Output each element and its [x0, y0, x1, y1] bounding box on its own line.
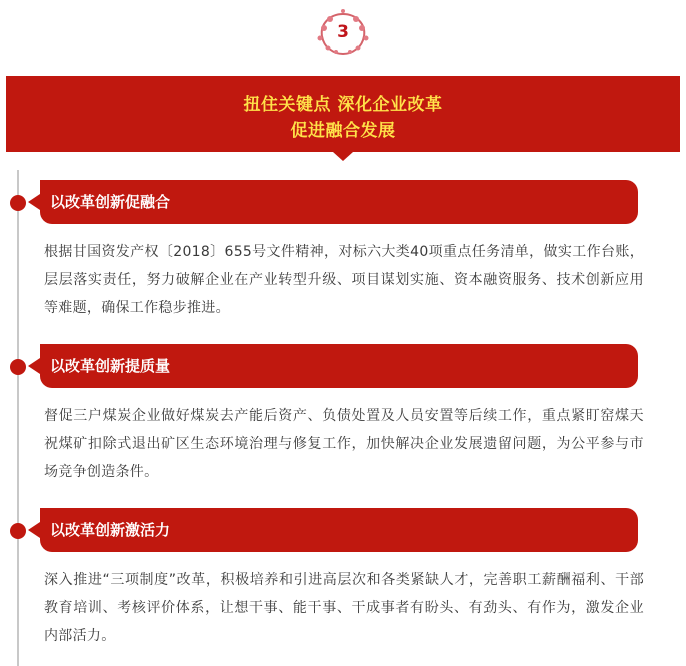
header-arrow: [28, 194, 40, 210]
timeline-dot: [10, 523, 26, 539]
banner-title-line2: 促进融合发展: [290, 121, 396, 141]
banner-title-line1: 扭住关键点 深化企业改革: [243, 95, 443, 115]
section-paragraph: 根据甘国资发产权〔2018〕655号文件精神，对标六大类40项重点任务清单，做实工作台账，层层落实责任，努力破解企业在产业转型升级、项目谋划实施、资本融资服务、技术创新应用等难题，确保工作稳步推进。: [44, 244, 644, 316]
section-number-badge: [314, 6, 372, 58]
timeline-dot: [10, 195, 26, 211]
section-header: [40, 180, 638, 224]
header-arrow: [28, 522, 40, 538]
header-arrow: [28, 358, 40, 374]
section-header: [40, 344, 638, 388]
section-title: 以改革创新促融合: [50, 193, 171, 211]
timeline-line: [17, 170, 19, 666]
chapter-banner: [6, 76, 680, 152]
section-header: [40, 508, 638, 552]
section-paragraph: 深入推进“三项制度”改革，积极培养和引进高层次和各类紧缺人才，完善职工薪酬福利、干部教育培训、考核评价体系，让想干事、能干事、干成事者有盼头、有劲头、有作为，激发企业内部活力。: [44, 572, 644, 644]
section-title: 以改革创新提质量: [50, 357, 171, 375]
banner-pointer: [333, 152, 353, 161]
badge-number: 3: [337, 22, 349, 42]
section-title: 以改革创新激活力: [50, 521, 171, 539]
section-paragraph: 督促三户煤炭企业做好煤炭去产能后资产、负债处置及人员安置等后续工作，重点紧盯窑煤天祝煤矿扣除式退出矿区生态环境治理与修复工作，加快解决企业发展遗留问题，为公平参与市场竞争创造条件。: [44, 408, 644, 480]
timeline-dot: [10, 359, 26, 375]
